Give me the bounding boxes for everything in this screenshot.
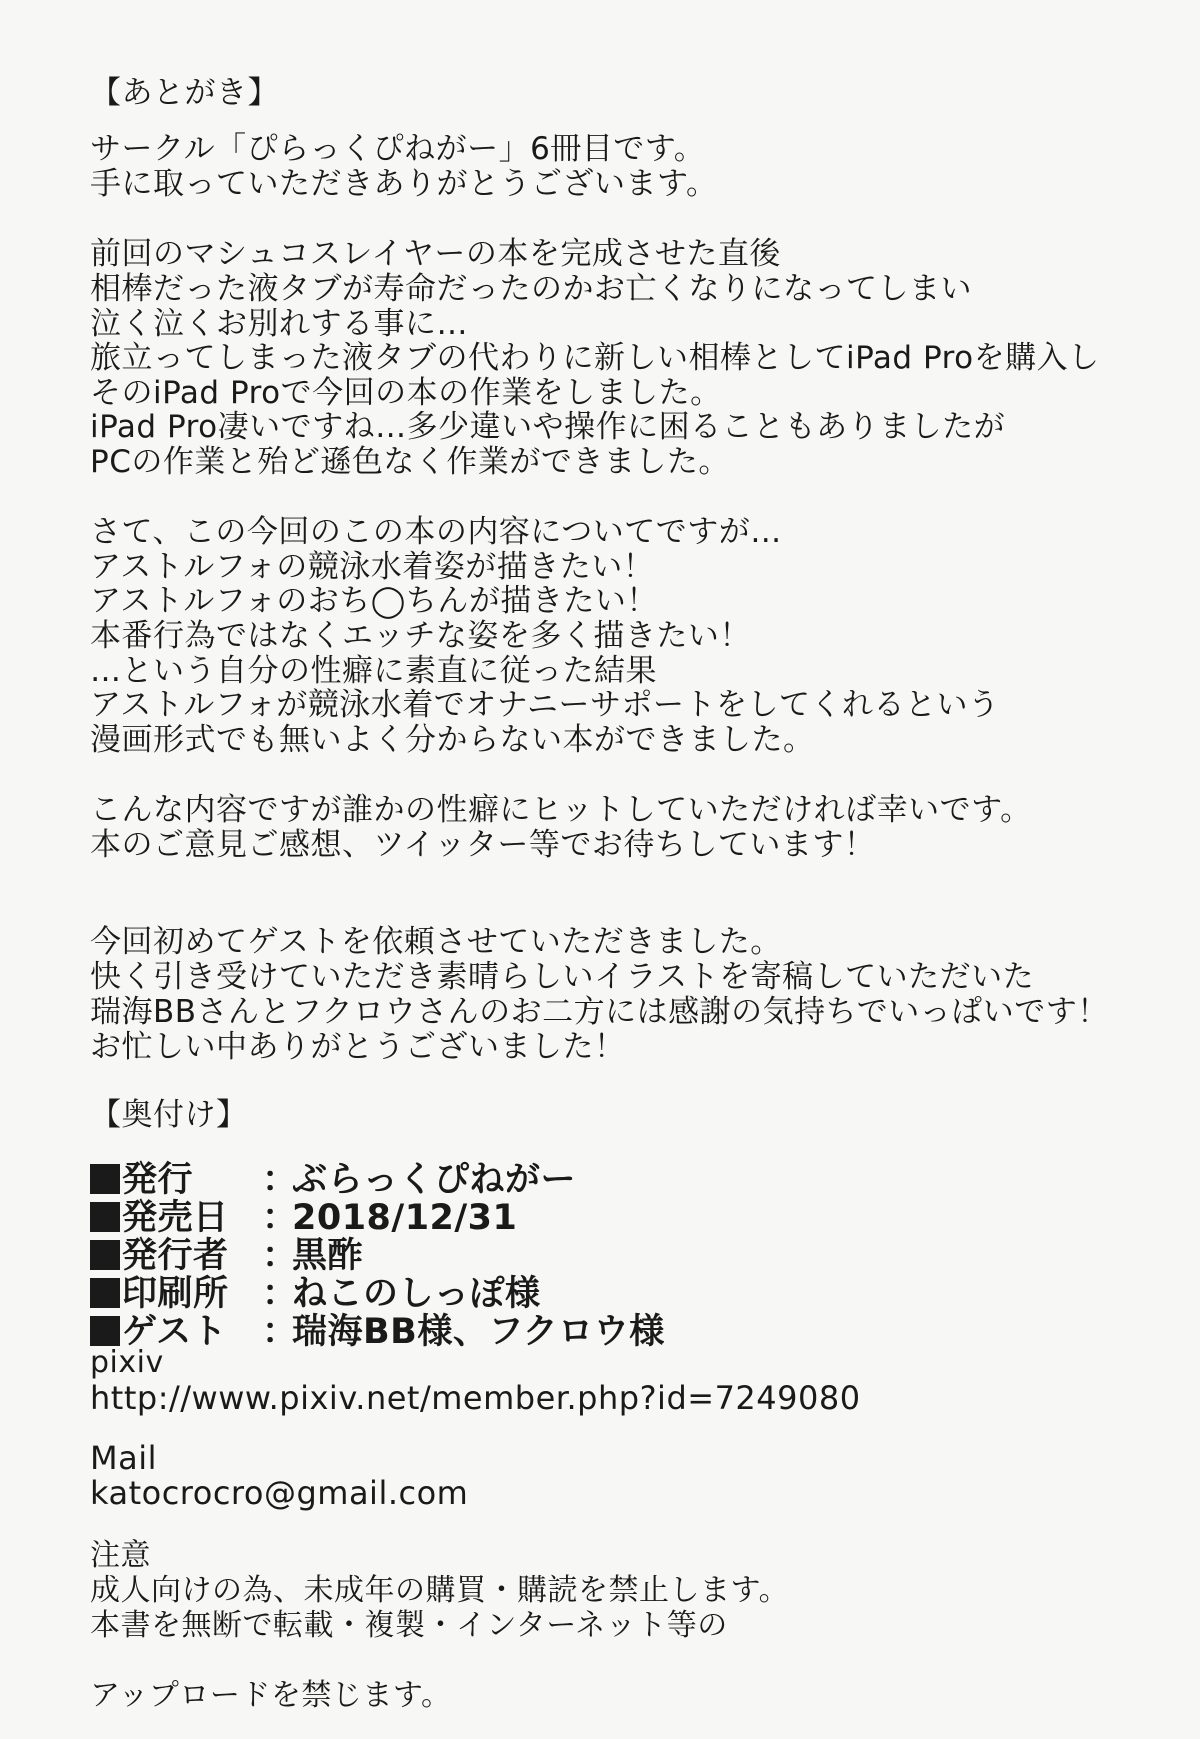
afterword-line: 旅立ってしまった液タブの代わりに新しい相棒としてiPad Proを購入し: [90, 340, 1100, 376]
mail-address: katocrocro@gmail.com: [90, 1474, 469, 1512]
colophon-value: ぶらっくぴねがー: [292, 1160, 577, 1200]
colophon-separator: ：: [262, 1236, 298, 1276]
afterword-line: 瑞海BBさんとフクロウさんのお二方には感謝の気持ちでいっぱいです！: [90, 994, 1109, 1030]
colophon-separator: ：: [262, 1160, 298, 1200]
square-bullet-icon: [90, 1316, 120, 1346]
afterword-line: お忙しい中ありがとうございました！: [90, 1029, 626, 1065]
notice-label: 注意: [90, 1538, 151, 1573]
colophon-separator: ：: [262, 1274, 298, 1314]
colophon-heading: 【奥付け】: [90, 1097, 248, 1133]
afterword-line: 快く引き受けていただき素晴らしいイラストを寄稿していただいた: [90, 959, 1035, 995]
afterword-line: 手に取っていただきありがとうございます。: [90, 166, 718, 202]
colophon-label: ゲスト: [122, 1312, 228, 1352]
afterword-line: 本番行為ではなくエッチな姿を多く描きたい！: [90, 618, 751, 654]
afterword-line: 相棒だった液タブが寿命だったのかお亡くなりになってしまい: [90, 271, 972, 307]
square-bullet-icon: [90, 1278, 120, 1308]
afterword-line: 本のご意見ご感想、ツイッター等でお待ちしています！: [90, 827, 876, 863]
afterword-line: アストルフォが競泳水着でオナニーサポートをしてくれるという: [90, 687, 1000, 723]
afterword-line: そのiPad Proで今回の本の作業をしました。: [90, 375, 722, 411]
colophon-value: ねこのしっぽ様: [292, 1274, 541, 1314]
square-bullet-icon: [90, 1202, 120, 1232]
colophon-value: 黒酢: [292, 1236, 364, 1276]
colophon-row-release-date: [90, 1198, 517, 1238]
afterword-line: アストルフォのおち◯ちんが描きたい！: [90, 583, 658, 619]
afterword-line: サークル「ぴらっくぴねがー」6冊目です。: [90, 131, 706, 167]
colophon-separator: ：: [262, 1198, 298, 1238]
notice-line: 成人向けの為、未成年の購買・購読を禁止します。: [90, 1573, 790, 1608]
afterword-line: アストルフォの競泳水着姿が描きたい！: [90, 549, 655, 585]
square-bullet-icon: [90, 1240, 120, 1270]
colophon-separator: ：: [262, 1312, 298, 1352]
colophon-label: 発行: [122, 1160, 194, 1200]
colophon-row-guests: [90, 1312, 665, 1352]
afterword-line: 前回のマシュコスレイヤーの本を完成させた直後: [90, 236, 781, 272]
colophon-row-printer: [90, 1274, 541, 1314]
mail-label: Mail: [90, 1439, 157, 1477]
afterword-line: 泣く泣くお別れする事に…: [90, 306, 468, 342]
notice-line: アップロードを禁じます。: [90, 1678, 452, 1713]
afterword-line: さて、この今回のこの本の内容についてですが…: [90, 514, 782, 550]
colophon-value: 2018/12/31: [292, 1198, 518, 1238]
afterword-line: こんな内容ですが誰かの性癖にヒットしていただければ幸いです。: [90, 792, 1032, 828]
colophon-row-publisher: [90, 1160, 576, 1200]
afterword-line: …という自分の性癖に素直に従った結果: [90, 653, 657, 689]
afterword-heading: 【あとがき】: [90, 75, 279, 111]
colophon-value: 瑞海BB様、フクロウ様: [292, 1312, 665, 1352]
pixiv-label: pixiv: [90, 1345, 164, 1380]
pixiv-url: http://www.pixiv.net/member.php?id=7249080: [90, 1379, 861, 1417]
notice-line: 本書を無断で転載・複製・インターネット等の: [90, 1608, 728, 1643]
afterword-line: 漫画形式でも無いよく分からない本ができました。: [90, 722, 815, 758]
afterword-line: PCの作業と殆ど遜色なく作業ができました。: [90, 444, 730, 480]
square-bullet-icon: [90, 1164, 120, 1194]
afterword-line: 今回初めてゲストを依頼させていただきました。: [90, 924, 782, 960]
colophon-label: 発売日: [122, 1198, 229, 1238]
colophon-row-author: [90, 1236, 363, 1276]
colophon-label: 印刷所: [122, 1274, 229, 1314]
afterword-line: iPad Pro凄いですね…多少違いや操作に困ることもありましたが: [90, 409, 1006, 445]
colophon-label: 発行者: [122, 1236, 229, 1276]
